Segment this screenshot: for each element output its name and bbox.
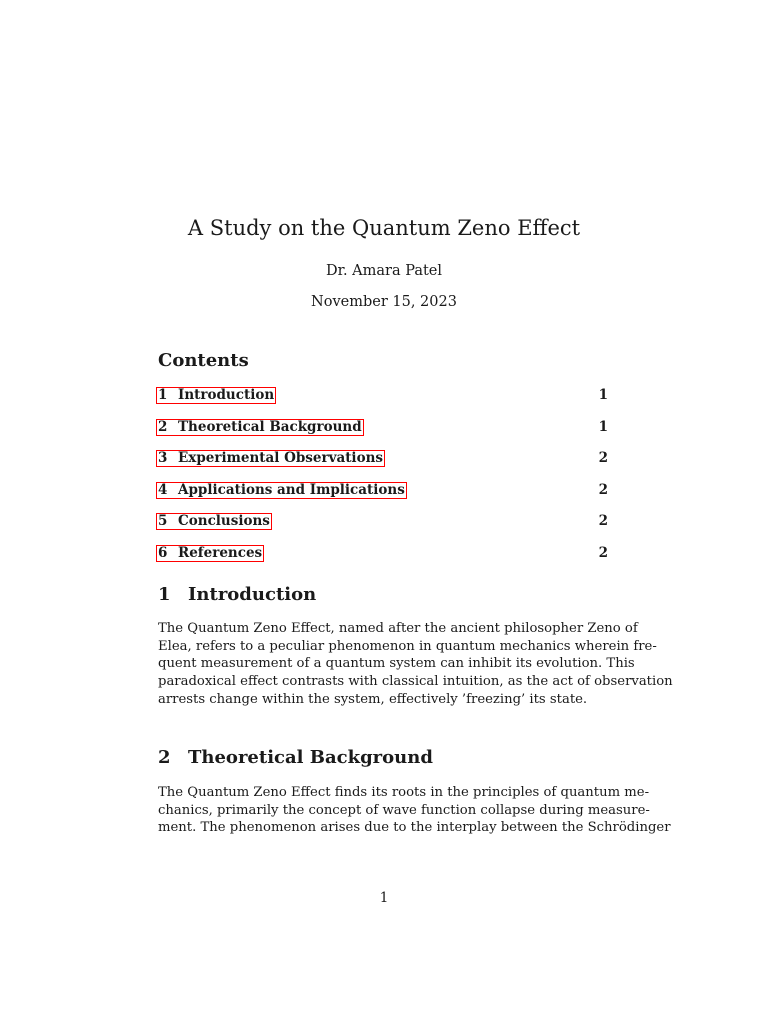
toc-entry-page: 1 (598, 387, 608, 403)
toc-entry-label: Applications and Implications (178, 481, 405, 498)
toc-entry-experimental-observations (158, 448, 608, 480)
toc-entry-page: 1 (598, 418, 608, 435)
paragraph-line: The Quantum Zeno Effect finds its roots in the principles of quantum me- (158, 785, 650, 800)
section-number: 2 (158, 747, 171, 768)
paper-title: A Study on the Quantum Zeno Effect (187, 216, 581, 240)
toc-link-applications-and-implications[interactable] (156, 482, 407, 499)
introduction-paragraph (158, 620, 673, 709)
contents-heading: Contents (158, 350, 249, 371)
paragraph-line: Elea, refers to a peculiar phenomenon in quantum mechanics wherein fre- (158, 638, 657, 654)
toc-entry-number: 4 (158, 481, 168, 498)
toc-entry-number: 1 (158, 387, 168, 403)
toc-link-conclusions[interactable] (156, 513, 272, 530)
toc-entry-introduction (158, 385, 608, 417)
toc-entry-references (158, 543, 608, 575)
paragraph-line: quent measurement of a quantum system can inhibit its evolution. This (158, 656, 635, 672)
page-number: 1 (379, 890, 389, 906)
table-of-contents (158, 385, 608, 574)
section-title: Introduction (188, 584, 317, 605)
toc-entry-page: 2 (598, 544, 608, 561)
toc-entry-label: Conclusions (178, 513, 270, 529)
toc-entry-applications-and-implications (158, 480, 608, 512)
toc-entry-label: Theoretical Background (178, 418, 362, 435)
toc-entry-page: 2 (598, 481, 608, 498)
toc-link-theoretical-background[interactable] (156, 419, 364, 436)
section-heading-introduction (158, 584, 316, 605)
paragraph-line: ment. The phenomenon arises due to the interplay between the Schrödinger (158, 820, 671, 836)
toc-link-introduction[interactable] (156, 387, 276, 404)
toc-entry-number: 5 (158, 513, 168, 529)
theoretical-background-paragraph (158, 784, 671, 837)
author-name: Dr. Amara Patel (325, 263, 443, 279)
paragraph-line: chanics, primarily the concept of wave function collapse during measure- (158, 802, 650, 818)
toc-link-references[interactable] (156, 545, 264, 562)
toc-entry-number: 6 (158, 544, 168, 561)
section-title: Theoretical Background (188, 747, 433, 768)
toc-entry-theoretical-background (158, 417, 608, 449)
toc-entry-label: Experimental Observations (178, 450, 383, 466)
paragraph-line: paradoxical effect contrasts with classical intuition, as the act of observation (158, 674, 673, 690)
toc-entry-label: References (178, 544, 263, 561)
toc-entry-label: Introduction (178, 387, 275, 403)
toc-entry-number: 3 (158, 450, 168, 466)
publication-date: November 15, 2023 (311, 294, 457, 310)
toc-link-experimental-observations[interactable] (156, 450, 385, 467)
toc-entry-page: 2 (598, 513, 608, 529)
toc-entry-conclusions (158, 511, 608, 543)
paragraph-line: arrests change within the system, effectively ’freezing’ its state. (158, 691, 588, 707)
section-heading-theoretical-background (158, 747, 433, 768)
section-number: 1 (158, 584, 171, 605)
paragraph-line: The Quantum Zeno Effect, named after the ancient philosopher Zeno of (158, 621, 638, 636)
toc-entry-number: 2 (158, 418, 168, 435)
toc-entry-page: 2 (598, 450, 608, 466)
